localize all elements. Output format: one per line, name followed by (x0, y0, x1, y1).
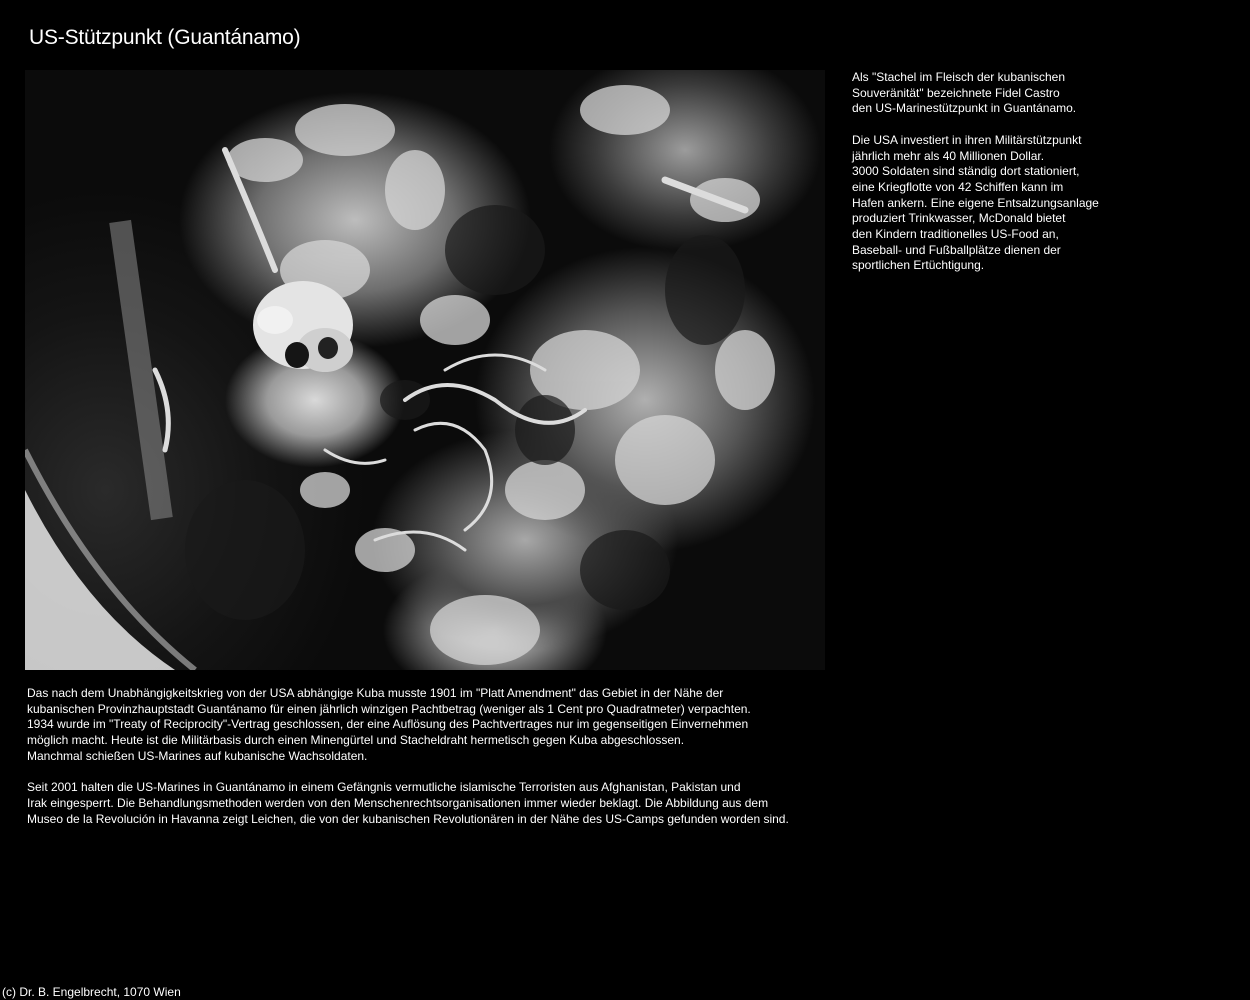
text-line: möglich macht. Heute ist die Militärbasis durch einen Minengürtel und Stacheldraht hermetisch gegen Kuba abgeschlossen. (27, 733, 685, 748)
page-title: US-Stützpunkt (Guantánamo) (29, 26, 301, 49)
museum-photo (25, 70, 825, 670)
text-line: Baseball- und Fußballplätze dienen der (852, 242, 1061, 257)
text-line: 1934 wurde im "Treaty of Reciprocity"-Vertrag geschlossen, der eine Auflösung des Pachtvertrages nur im gegenseitigen Einvernehmen (27, 717, 749, 732)
copyright-footer: (c) Dr. B. Engelbrecht, 1070 Wien (2, 985, 181, 999)
text-line: den US-Marinestützpunkt in Guantánamo. (852, 101, 1077, 116)
text-line: den Kindern traditionelles US-Food an, (852, 227, 1059, 242)
text-line: sportlichen Ertüchtigung. (852, 258, 985, 273)
text-line: eine Kriegflotte von 42 Schiffen kann im (852, 179, 1064, 194)
text-line: Souveränität" bezeichnete Fidel Castro (852, 85, 1060, 100)
debris (227, 85, 775, 665)
main-text (27, 686, 927, 827)
text-line: Als "Stachel im Fleisch der kubanischen (852, 70, 1066, 84)
text-line: 3000 Soldaten sind ständig dort stationiert, (852, 164, 1080, 179)
text-line: Irak eingesperrt. Die Behandlungsmethoden werden von den Menschenrechtsorganisationen immer wieder beklagt. Die Abbildung aus dem (27, 795, 769, 810)
text-line: Die USA investiert in ihren Militärstützpunkt (852, 132, 1082, 147)
text-line: produziert Trinkwasser, McDonald bietet (852, 211, 1066, 226)
sidebar-paragraph (852, 70, 1222, 117)
skull (253, 281, 353, 372)
main-paragraph (27, 780, 927, 827)
sidebar-text (852, 70, 1222, 274)
main-paragraph (27, 686, 927, 765)
pole (109, 220, 173, 520)
sidebar-paragraph (852, 133, 1222, 274)
text-line: Seit 2001 halten die US-Marines in Guantánamo in einem Gefängnis vermutliche islamische Terroristen aus Afghanistan, Pakistan und (27, 780, 741, 795)
photo-illustration (25, 70, 825, 670)
text-line: Das nach dem Unabhängigkeitskrieg von der USA abhängige Kuba musste 1901 im "Platt Amendment" das Gebiet in der Nähe der (27, 686, 724, 700)
text-line: Manchmal schießen US-Marines auf kubanische Wachsoldaten. (27, 748, 368, 763)
text-line: jährlich mehr als 40 Millionen Dollar. (852, 148, 1045, 163)
text-line: kubanischen Provinzhauptstadt Guantánamo für einen jährlich winzigen Pachtbetrag (weniger als 1 Cent pro Quadratmeter) verpachten. (27, 701, 751, 716)
text-line: Hafen ankern. Eine eigene Entsalzungsanlage (852, 195, 1099, 210)
text-line: Museo de la Revolución in Havanna zeigt Leichen, die von der kubanischen Revolutionären in der Nähe des US-Camps gefunden worden sind. (27, 811, 789, 826)
debris-dark (185, 205, 745, 620)
